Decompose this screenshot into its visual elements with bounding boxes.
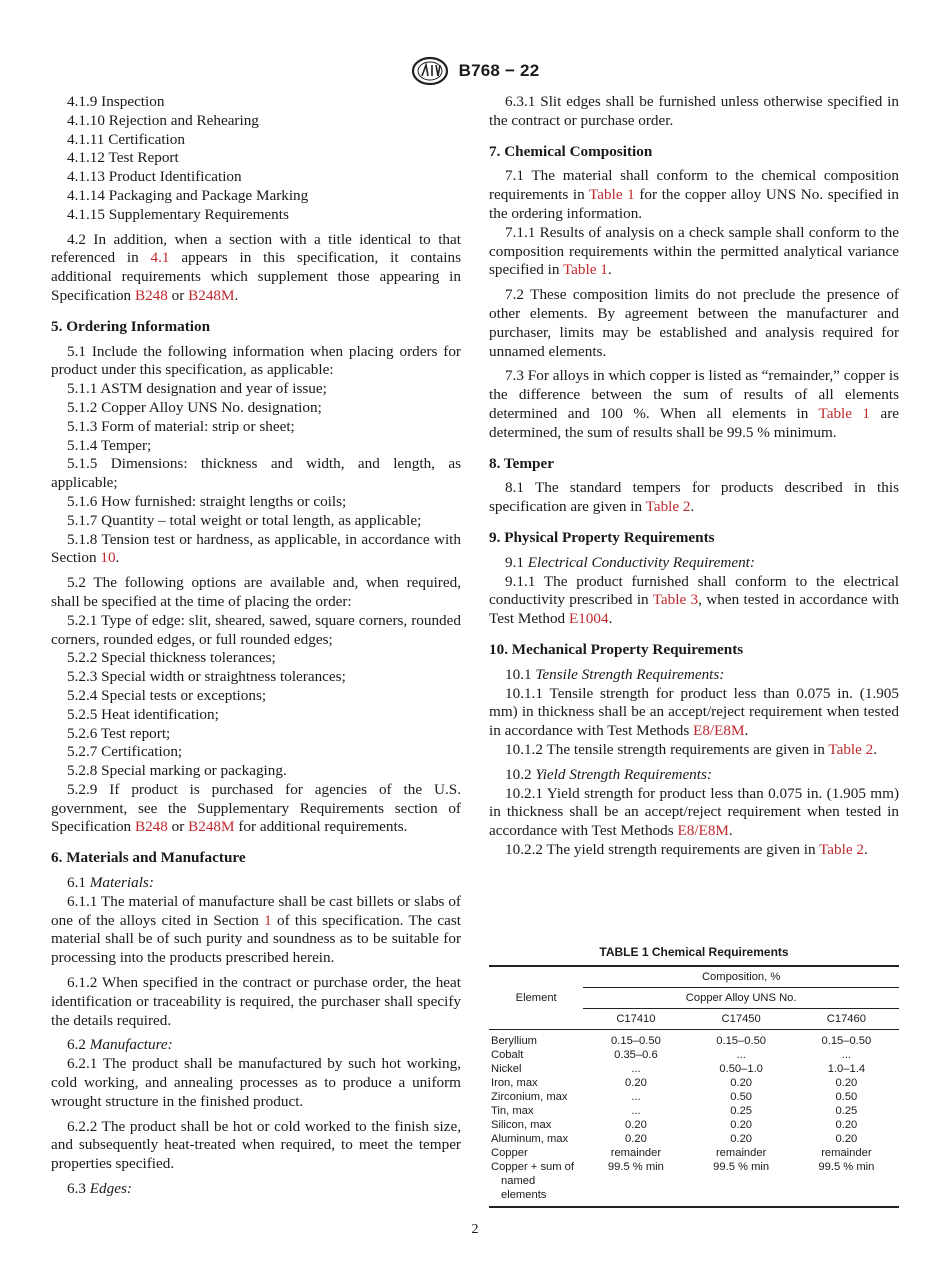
subsection-heading: 10.2 Yield Strength Requirements: <box>505 765 712 783</box>
list-item: 4.1.13 Product Identification <box>67 168 242 186</box>
section-heading: 6. Materials and Manufacture <box>51 849 246 867</box>
paragraph: 9.1.1 The product furnished shall conform to the electrical conductivity prescribed in Table 3, when tested in accordance with Test Method E1004. <box>489 572 899 628</box>
paragraph: 10.1.2 The tensile strength requirements are given in Table 2. <box>505 740 878 758</box>
column-header-composition: Composition, % <box>583 966 899 988</box>
spec-link[interactable]: B248M <box>188 818 235 836</box>
table-row: Nickel ... 0.50–1.0 1.0–1.4 <box>491 1063 866 1075</box>
spec-link[interactable]: B248M <box>188 286 235 304</box>
list-item: 5.2.6 Test report; <box>67 724 171 742</box>
section-heading: 10. Mechanical Property Requirements <box>489 640 744 658</box>
list-item: 4.1.11 Certification <box>67 130 185 148</box>
paragraph: 5.1.8 Tension test or hardness, as applicable, in accordance with Section 10. <box>51 530 461 567</box>
table-link[interactable]: Table 2 <box>828 740 874 758</box>
section-heading: 7. Chemical Composition <box>489 142 653 160</box>
section-heading: 5. Ordering Information <box>51 317 211 335</box>
list-item: 4.1.15 Supplementary Requirements <box>67 205 289 223</box>
subsection-heading: 6.2 Manufacture: <box>67 1036 173 1054</box>
column-header-c17450: C17450 <box>689 1009 794 1030</box>
table-row: Cobalt 0.35–0.6 ... ... <box>491 1049 852 1061</box>
paragraph: 6.1.1 The material of manufacture shall be cast billets or slabs of one of the alloys cited in Section 1 of this specification. The cast material shall be of such purity and soundness as to be suitable for processing into the products prescribed herein. <box>51 892 462 967</box>
subsection-heading: 9.1 Electrical Conductivity Requirement: <box>505 553 755 571</box>
paragraph: 7.1.1 Results of analysis on a check sample shall conform to the composition requirements within the permitted analytical variance specified in Table 1. <box>489 223 899 279</box>
list-item: 5.2.7 Certification; <box>67 743 183 761</box>
paragraph: 6.2.1 The product shall be manufactured by such hot working, cold working, and annealing processes as to produce a uniform wrought structure in the finished product. <box>51 1055 461 1110</box>
list-item: 5.2.4 Special tests or exceptions; <box>67 686 267 704</box>
table-link[interactable]: Table 2 <box>645 498 691 516</box>
subsection-heading: 6.3 Edges: <box>67 1180 132 1198</box>
page-header <box>0 56 950 86</box>
column-header-element: Element <box>489 966 583 1030</box>
right-column <box>489 93 899 860</box>
list-item: 4.1.9 Inspection <box>67 93 165 110</box>
list-item: 5.2.2 Special thickness tolerances; <box>67 649 276 667</box>
column-header-c17460: C17460 <box>794 1009 899 1030</box>
table-row: Beryllium 0.15–0.50 0.15–0.50 0.15–0.50 <box>491 1035 872 1047</box>
paragraph: 5.1.5 Dimensions: thickness and width, and length, as applicable; <box>51 455 461 492</box>
table-row: Copper remainder remainder remainder <box>491 1147 872 1159</box>
test-method-link[interactable]: E8/E8M <box>677 822 729 840</box>
spec-link[interactable]: B248 <box>134 286 168 304</box>
paragraph: 6.1.2 When specified in the contract or purchase order, the heat identification or traceability is required, the purchaser shall specify the details required. <box>51 974 461 1029</box>
list-item: 4.1.14 Packaging and Package Marking <box>67 186 309 204</box>
column-header-c17410: C17410 <box>583 1009 688 1030</box>
paragraph: 10.1.1 Tensile strength for product less than 0.075 in. (1.905 mm) in thickness shall be an accept/reject requirement when tested in accordance with Test Methods E8/E8M. <box>489 684 899 740</box>
page-number: 2 <box>471 1222 479 1237</box>
list-item: 5.1.3 Form of material: strip or sheet; <box>67 417 295 435</box>
paragraph-4-2: 4.2 In addition, when a section with a title identical to that referenced in 4.1 appears in this specification, it contains additional requirements which supplement those appearing in Specification B248 or B248M. <box>51 230 461 304</box>
document-designation: B768 − 22 <box>458 61 540 80</box>
section-link[interactable]: 1 <box>264 911 272 929</box>
left-column <box>51 93 461 1199</box>
section-heading: 9. Physical Property Requirements <box>489 528 715 546</box>
paragraph: 8.1 The standard tempers for products described in this specification are given in Table 2. <box>489 479 899 516</box>
spec-link[interactable]: B248 <box>134 818 168 836</box>
table-row: Aluminum, max 0.20 0.20 0.20 <box>491 1133 858 1145</box>
table-row: Zirconium, max ... 0.50 0.50 <box>491 1091 858 1103</box>
list-item: 5.1.4 Temper; <box>67 436 152 454</box>
table-link[interactable]: Table 2 <box>819 840 864 858</box>
list-item: 4.1.10 Rejection and Rehearing <box>67 111 259 129</box>
paragraph: 5.2.1 Type of edge: slit, sheared, sawed, square corners, rounded corners, rounded edges, or full rounded edges; <box>51 611 461 648</box>
list-item: 5.2.8 Special marking or packaging. <box>67 762 287 780</box>
test-method-link[interactable]: E8/E8M <box>693 722 745 740</box>
list-item: 5.2.5 Heat identification; <box>67 705 219 723</box>
table-row: Copper + sum of named elements 99.5 % min 99.5 % min 99.5 % min <box>489 1160 899 1207</box>
table-row: Silicon, max 0.20 0.20 0.20 <box>491 1119 858 1131</box>
list-item: 5.1.1 ASTM designation and year of issue; <box>67 380 327 398</box>
list-item: 5.2.3 Special width or straightness tolerances; <box>67 668 346 686</box>
table-row: Iron, max 0.20 0.20 0.20 <box>491 1077 858 1089</box>
paragraph: 5.2 The following options are available and, when required, shall be specified at the time of placing the order: <box>51 574 461 610</box>
subsection-heading: 6.1 Materials: <box>67 874 154 892</box>
chemical-requirements-table <box>489 965 899 1208</box>
paragraph: 5.1.7 Quantity – total weight or total length, as applicable; <box>67 511 422 529</box>
test-method-link[interactable]: E1004 <box>568 610 609 628</box>
table-link[interactable]: Table 3 <box>652 591 699 609</box>
paragraph: 10.2.1 Yield strength for product less than 0.075 in. (1.905 mm) in thickness shall be an accept/reject requirement when tested in accordance with Test Methods E8/E8M. <box>489 784 899 840</box>
paragraph: 10.2.2 The yield strength requirements are given in Table 2. <box>505 840 868 858</box>
table-1 <box>489 945 899 1208</box>
paragraph: 7.3 For alloys in which copper is listed as “remainder,” copper is the difference between the sum of results of all elements determined and 100 %. When all elements in Table 1 are determined, the sum of results shall be 99.5 % minimum. <box>489 367 899 441</box>
paragraph: 7.2 These composition limits do not preclude the presence of other elements. By agreement between the manufacturer and purchaser, limits may be established and analysis required for unnamed elements. <box>489 286 899 360</box>
section-link[interactable]: 10 <box>100 549 116 567</box>
paragraph: 7.1 The material shall conform to the chemical composition requirements in Table 1 for the copper alloy UNS No. specified in the ordering information. <box>489 167 899 222</box>
list-item: 4.1.12 Test Report <box>67 149 179 167</box>
paragraph: 5.2.9 If product is purchased for agencies of the U.S. government, see the Supplementary Requirements section of Specification B248 or B248M for additional requirements. <box>51 780 461 836</box>
subsection-heading: 10.1 Tensile Strength Requirements: <box>505 665 725 683</box>
section-link[interactable]: 4.1 <box>150 249 170 267</box>
paragraph: 6.3.1 Slit edges shall be furnished unless otherwise specified in the contract or purchase order. <box>489 93 899 129</box>
list-item: 5.1.2 Copper Alloy UNS No. designation; <box>67 398 322 416</box>
table-link[interactable]: Table 1 <box>589 186 635 204</box>
paragraph: 5.1.6 How furnished: straight lengths or coils; <box>67 492 347 510</box>
section-heading: 8. Temper <box>489 454 554 472</box>
table-title: TABLE 1 Chemical Requirements <box>599 945 789 959</box>
astm-logo-icon <box>411 56 449 86</box>
paragraph: 5.1 Include the following information when placing orders for product under this specification, as applicable: <box>51 342 461 379</box>
column-header-alloy: Copper Alloy UNS No. <box>583 988 899 1009</box>
table-row: Tin, max ... 0.25 0.25 <box>491 1105 858 1117</box>
table-link[interactable]: Table 1 <box>562 261 608 279</box>
table-link[interactable]: Table 1 <box>818 404 871 422</box>
paragraph: 6.2.2 The product shall be hot or cold worked to the finish size, and subsequently heat-treated when required, to meet the temper properties specified. <box>51 1117 461 1173</box>
